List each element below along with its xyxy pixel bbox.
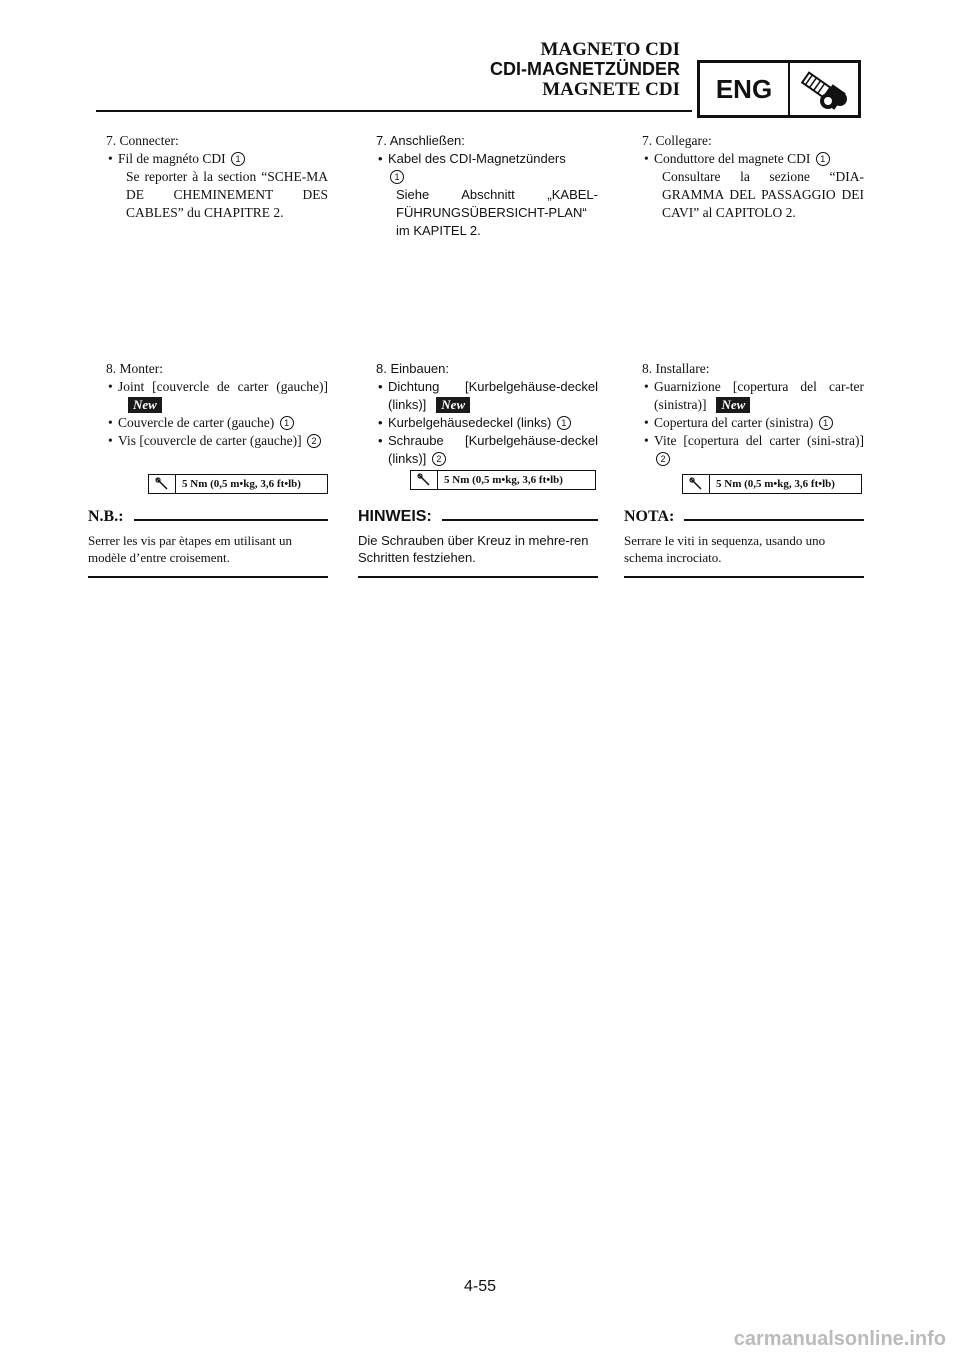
header-rule: [96, 110, 692, 112]
fr-step-8-item-bolt: • Vis [couvercle de carter (gauche)] 2: [88, 432, 328, 450]
new-part-tag: New: [716, 397, 750, 413]
de-note: [358, 508, 598, 578]
fr-step-8-item-gasket: • Joint [couvercle de carter (gauche)]New: [88, 378, 328, 414]
fr-step-8: 8. Monter:: [106, 361, 163, 376]
de-step-8-item-gasket: • Dichtung [Kurbelgehäuse-deckel (links)] New: [358, 378, 598, 414]
it-step-8-item-bolt: • Vite [copertura del carter (sini-stra)] 2: [624, 432, 864, 468]
engine-bolt-icon: [792, 65, 856, 113]
it-step-7-reference: Consultare la sezione “DIA-GRAMMA DEL PASSAGGIO DEI CAVI” al CAPITOLO 2.: [662, 169, 864, 220]
callout-1: 1: [231, 152, 245, 166]
page-number: 4-55: [463, 1278, 497, 1295]
fr-step-7: 7. Connecter:: [106, 133, 179, 148]
new-part-tag: New: [128, 397, 162, 413]
torque-wrench-icon: [683, 475, 710, 493]
callout-1: 1: [557, 416, 571, 430]
fr-step-8-item-cover: • Couvercle de carter (gauche) 1: [88, 414, 328, 432]
it-step-8-item-cover: • Copertura del carter (sinistra) 1: [624, 414, 864, 432]
de-torque-spec: [410, 470, 596, 490]
callout-2: 2: [656, 452, 670, 466]
it-note: [624, 508, 864, 578]
torque-value: 5 Nm (0,5 m•kg, 3,6 ft•lb): [182, 478, 301, 490]
title-italian: MAGNETE CDI: [542, 79, 680, 100]
callout-1: 1: [819, 416, 833, 430]
de-step-8: 8. Einbauen:: [376, 361, 450, 376]
note-text: Serrer les vis par ètapes em utilisant un modèle d’entre croisement.: [88, 533, 292, 565]
watermark: carmanualsonline.info: [733, 1328, 946, 1350]
note-title: NOTA:: [624, 508, 675, 525]
section-tag: ENG: [700, 63, 790, 115]
de-step-7: 7. Anschließen:: [376, 133, 465, 148]
title-german: CDI-MAGNETZÜNDER: [490, 59, 680, 79]
de-step-8-item-bolt: • Schraube [Kurbelgehäuse-deckel (links)] 2: [358, 432, 598, 468]
torque-value: 5 Nm (0,5 m•kg, 3,6 ft•lb): [444, 474, 563, 486]
it-step-8-item-gasket: • Guarnizione [copertura del car-ter (sinistra)] New: [624, 378, 864, 414]
note-text: Die Schrauben über Kreuz in mehre-ren Schritten festziehen.: [358, 533, 589, 565]
callout-1: 1: [390, 170, 404, 184]
note-title: N.B.:: [88, 508, 124, 525]
de-step-7-reference: Siehe Abschnitt „KABEL-FÜHRUNGSÜBERSICHT-PLAN“ im KAPITEL 2.: [396, 187, 598, 238]
callout-2: 2: [307, 434, 321, 448]
fr-step-7-reference: Se reporter à la section “SCHE-MA DE CHEMINEMENT DES CABLES” du CHAPITRE 2.: [126, 169, 328, 220]
torque-wrench-icon: [411, 471, 438, 489]
callout-1: 1: [816, 152, 830, 166]
it-step-7-item: • Conduttore del magnete CDI 1: [624, 150, 864, 168]
section-badge: [697, 60, 861, 118]
callout-2: 2: [432, 452, 446, 466]
it-torque-spec: [682, 474, 862, 494]
fr-torque-spec: [148, 474, 328, 494]
callout-1: 1: [280, 416, 294, 430]
new-part-tag: New: [436, 397, 470, 413]
title-english: MAGNETO CDI: [540, 39, 680, 60]
note-title: HINWEIS:: [358, 508, 432, 525]
torque-wrench-icon: [149, 475, 176, 493]
it-step-8: 8. Installare:: [642, 361, 710, 376]
de-step-8-item-cover: • Kurbelgehäusedeckel (links) 1: [358, 414, 598, 432]
note-text: Serrare le viti in sequenza, usando uno schema incrociato.: [624, 533, 826, 565]
it-step-7: 7. Collegare:: [642, 133, 712, 148]
fr-step-7-item: • Fil de magnéto CDI 1: [88, 150, 328, 168]
fr-note: [88, 508, 328, 578]
de-step-7-item: • Kabel des CDI-Magnetzünders 1: [358, 150, 598, 186]
torque-value: 5 Nm (0,5 m•kg, 3,6 ft•lb): [716, 478, 835, 490]
